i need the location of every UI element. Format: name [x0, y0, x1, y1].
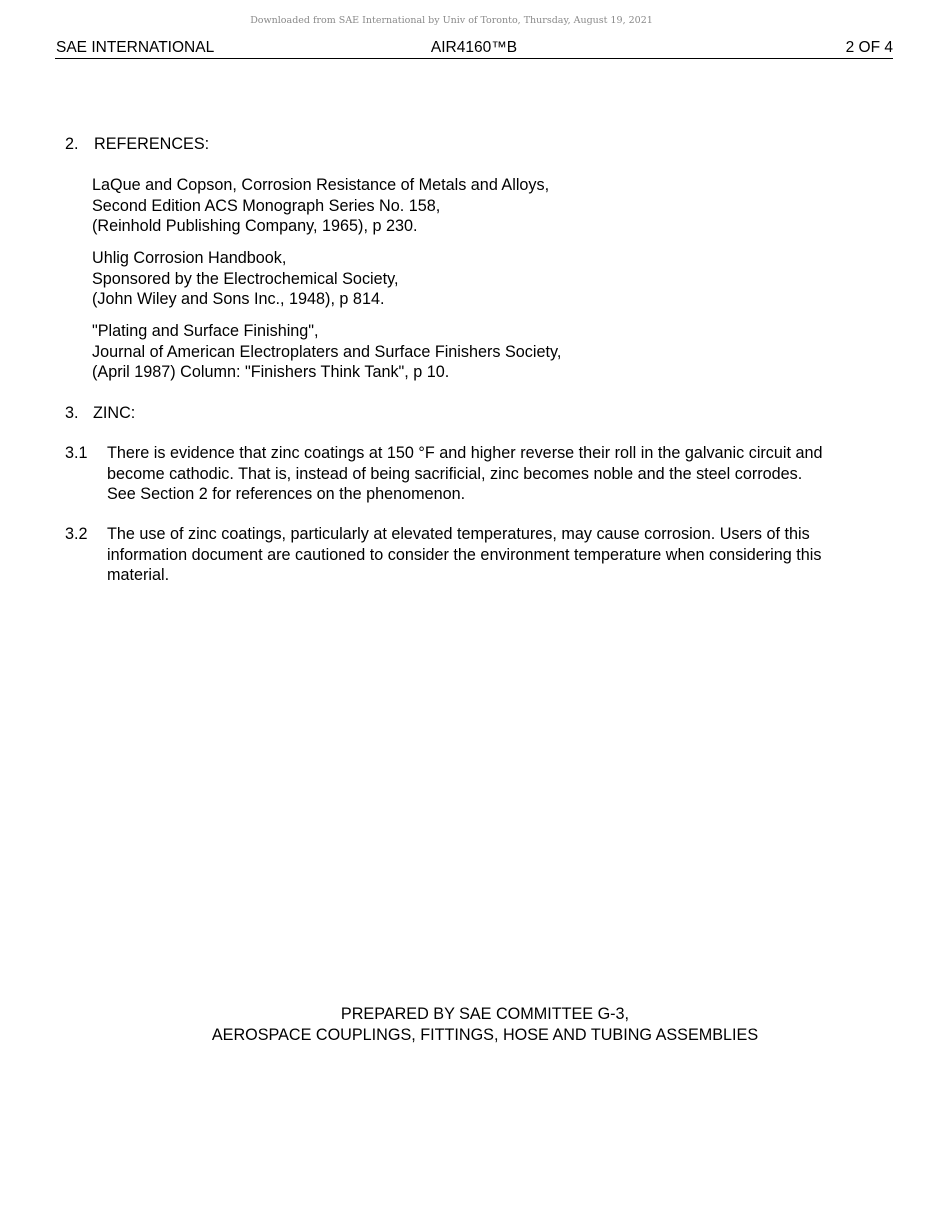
- paragraph-3-2-number: 3.2: [65, 525, 88, 543]
- reference-line: Second Edition ACS Monograph Series No. 158,: [92, 196, 441, 215]
- section-2-title: REFERENCES:: [94, 135, 210, 153]
- page-number: 2 OF 4: [845, 39, 893, 56]
- reference-line: LaQue and Copson, Corrosion Resistance of Metals and Alloys,: [92, 176, 550, 194]
- footer-line-committee: PREPARED BY SAE COMMITTEE G-3,: [340, 1005, 630, 1023]
- paragraph-line: material.: [107, 566, 170, 584]
- committee-footer: [0, 1004, 950, 1045]
- reference-item: [92, 175, 549, 237]
- reference-line: Journal of American Electroplaters and Surface Finishers Society,: [92, 342, 562, 361]
- paragraph-line: See Section 2 for references on the phenomenon.: [107, 485, 466, 503]
- download-watermark-note: Downloaded from SAE International by Univ of Toronto, Thursday, August 19, 2021: [250, 15, 653, 26]
- paragraph-line: The use of zinc coatings, particularly at elevated temperatures, may cause corrosion. Users of this: [107, 525, 810, 543]
- reference-line: (April 1987) Column: "Finishers Think Tank", p 10.: [92, 363, 450, 381]
- reference-line: "Plating and Surface Finishing",: [92, 322, 319, 340]
- paragraph-3-1-text: [107, 443, 823, 505]
- paragraph-3-1-number: 3.1: [65, 444, 88, 462]
- footer-line-scope: AEROSPACE COUPLINGS, FITTINGS, HOSE AND TUBING ASSEMBLIES: [211, 1025, 759, 1044]
- page-header: [55, 38, 893, 59]
- section-2-number: 2.: [65, 135, 79, 153]
- document-number: AIR4160™B: [430, 39, 518, 56]
- section-3-number: 3.: [65, 404, 79, 422]
- paragraph-line: There is evidence that zinc coatings at 150 °F and higher reverse their roll in the galvanic circuit and: [107, 444, 823, 462]
- paragraph-line: information document are cautioned to consider the environment temperature when considering this: [107, 545, 822, 564]
- reference-line: Uhlig Corrosion Handbook,: [92, 249, 287, 267]
- reference-line: (John Wiley and Sons Inc., 1948), p 814.: [92, 290, 385, 308]
- publisher-name: SAE INTERNATIONAL: [56, 39, 215, 56]
- reference-item: [92, 248, 399, 310]
- reference-item: [92, 321, 561, 383]
- reference-line: Sponsored by the Electrochemical Society,: [92, 269, 399, 288]
- section-3-title: ZINC:: [93, 404, 136, 422]
- paragraph-line: become cathodic. That is, instead of being sacrificial, zinc becomes noble and the steel corrodes.: [107, 464, 803, 483]
- paragraph-3-2-text: [107, 524, 821, 586]
- reference-line: (Reinhold Publishing Company, 1965), p 230.: [92, 217, 418, 235]
